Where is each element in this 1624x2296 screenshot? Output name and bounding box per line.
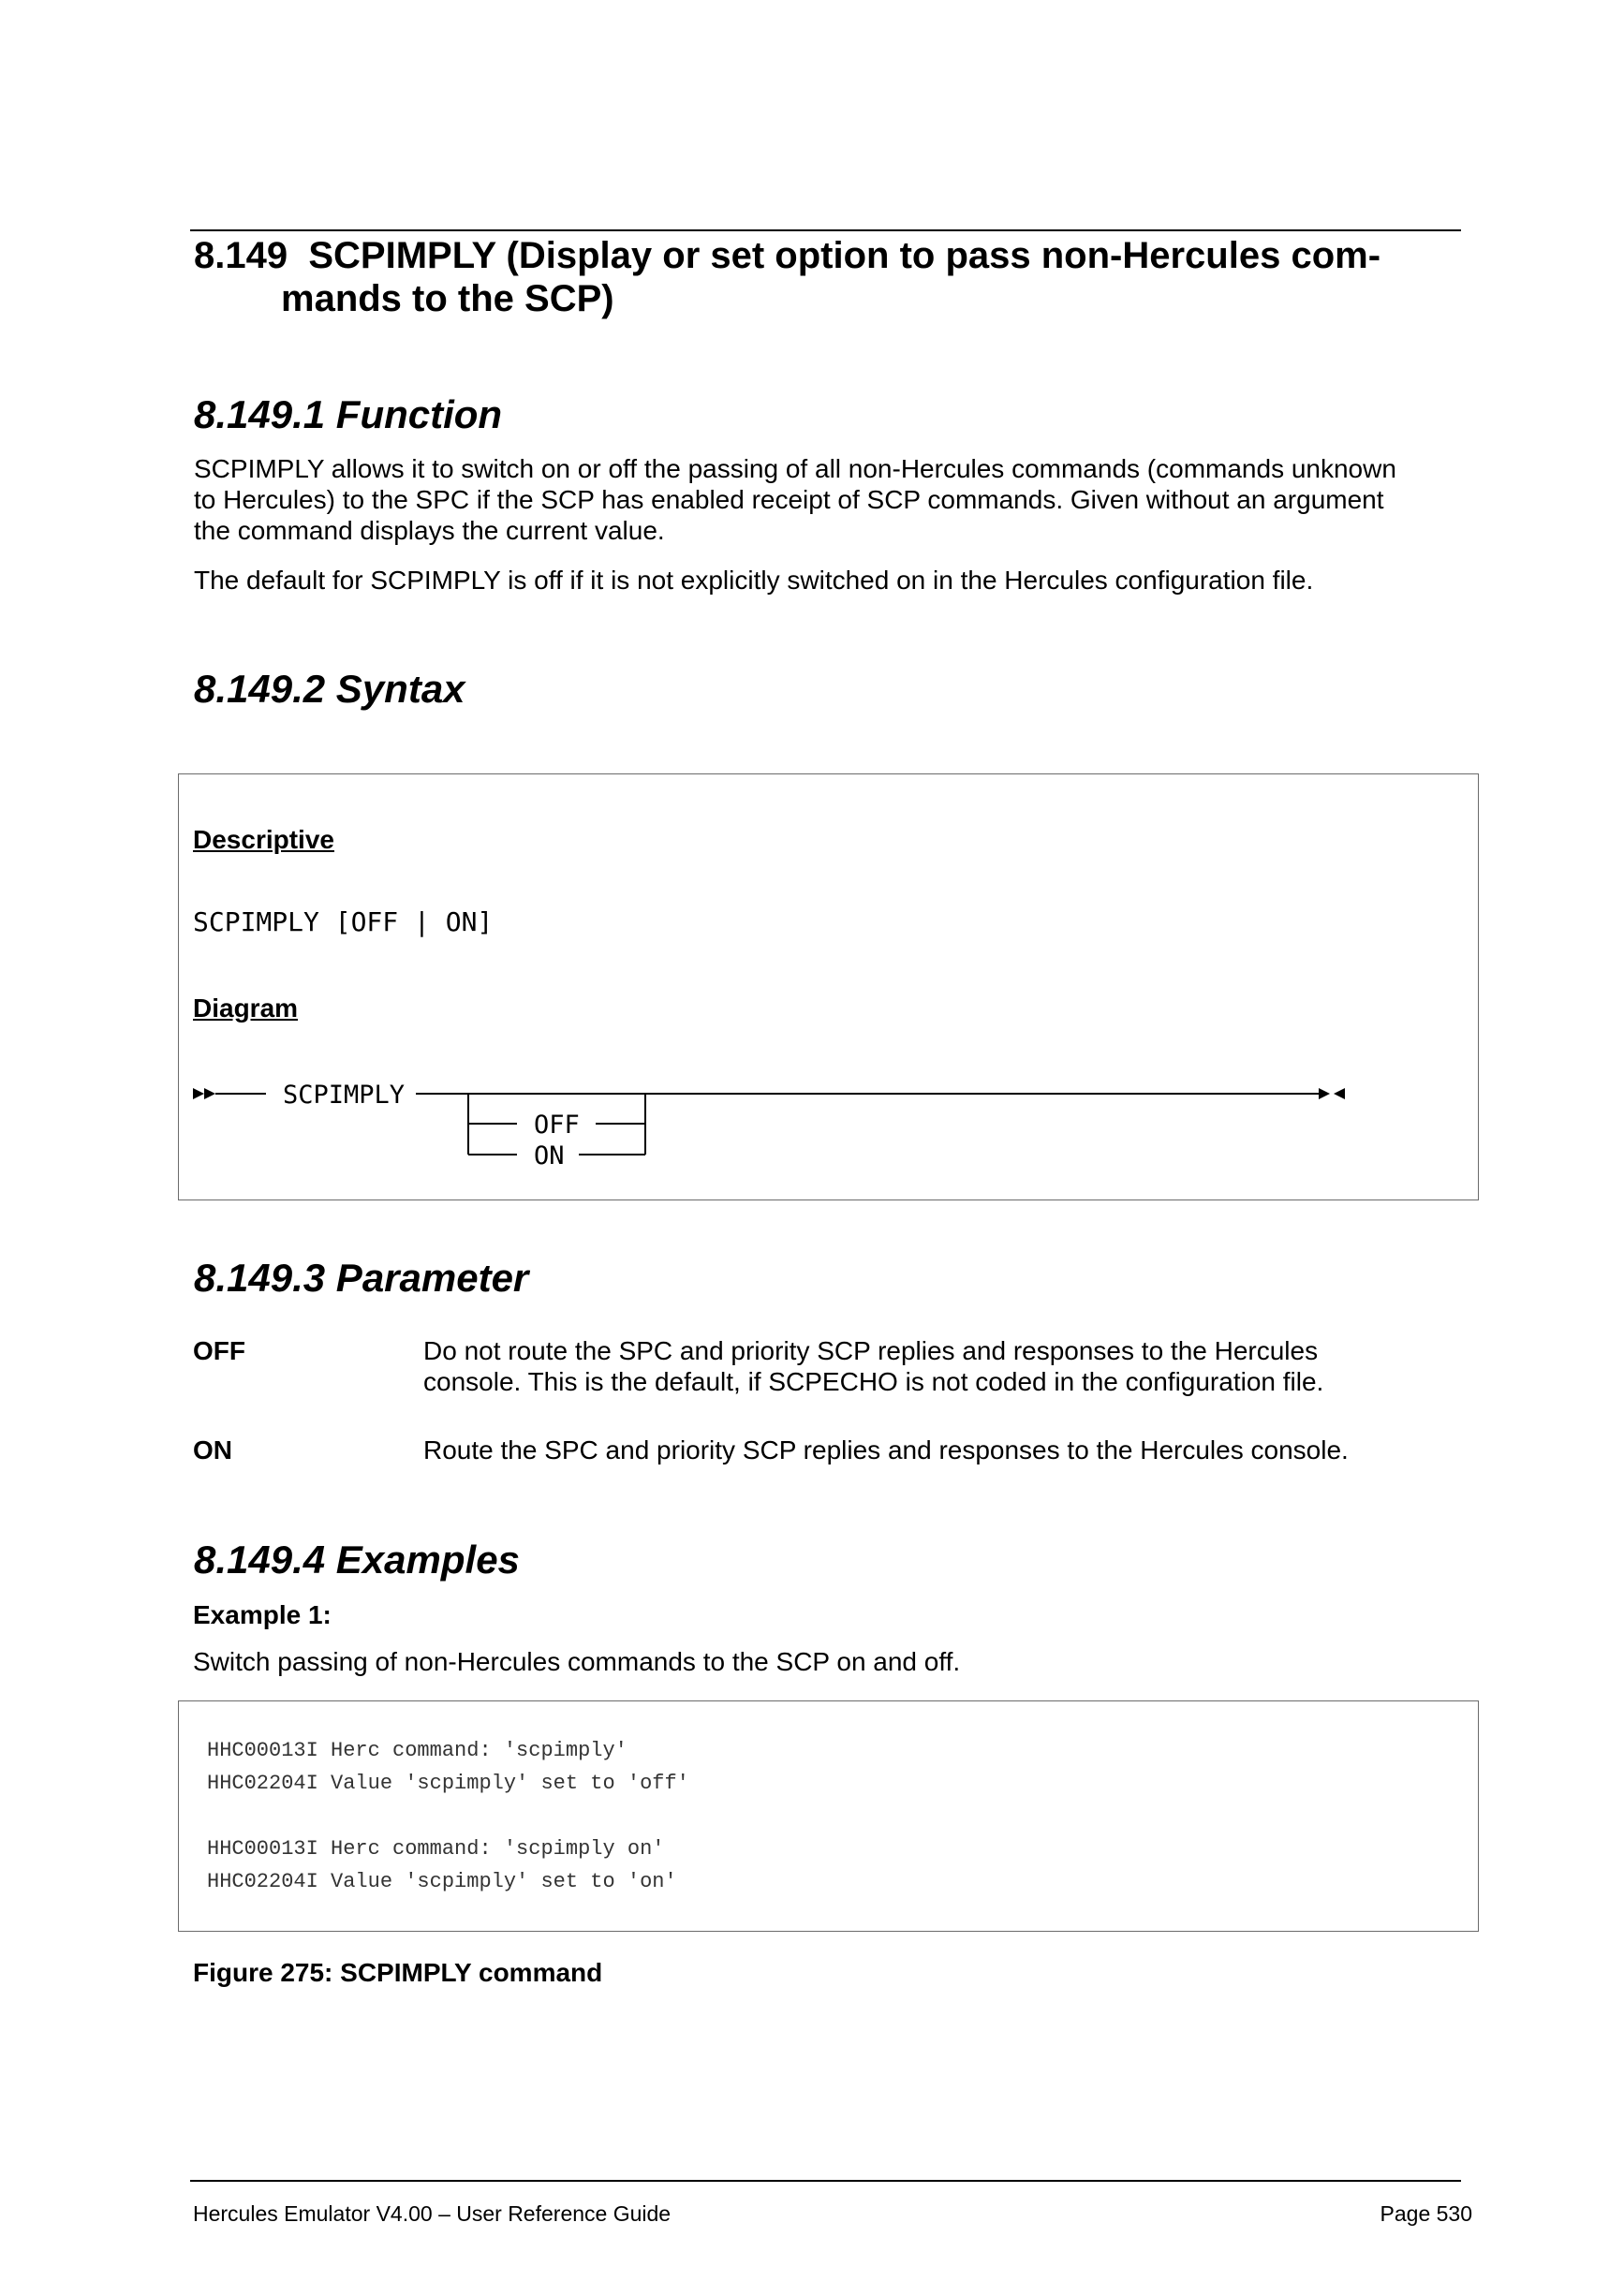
function-heading: 8.149.1 Function <box>194 392 503 436</box>
example-code-block <box>207 1734 689 1898</box>
function-paragraph-1 <box>194 453 1468 546</box>
function-para1-line3: the command displays the current value. <box>194 516 665 545</box>
footer-left: Hercules Emulator V4.00 – User Reference Guide <box>193 2201 672 2226</box>
diagram-end-arrow <box>1319 1088 1330 1099</box>
diagram-option-on: ON <box>534 1141 565 1170</box>
param-off-name: OFF <box>193 1336 245 1365</box>
diagram-label: Diagram <box>193 993 299 1023</box>
function-para1-line2: to Hercules) to the SPC if the SCP has enabled receipt of SCP commands. Given without an argument <box>194 485 1384 514</box>
descriptive-syntax: SCPIMPLY [OFF | ON] <box>193 906 494 937</box>
example-1-description: Switch passing of non-Hercules commands to the SCP on and off. <box>193 1647 961 1676</box>
diagram-option-off: OFF <box>534 1111 580 1140</box>
footer-rule <box>190 2180 1461 2182</box>
diagram-end-stop <box>1334 1088 1345 1099</box>
section-title-line2: mands to the SCP) <box>281 278 614 319</box>
diagram-start-arrow-1 <box>193 1088 204 1099</box>
syntax-diagram <box>187 1067 1367 1170</box>
param-on-name: ON <box>193 1435 232 1464</box>
code-line-3 <box>207 1800 689 1832</box>
code-line-4: HHC00013I Herc command: 'scpimply on' <box>207 1837 665 1861</box>
code-line-2: HHC02204I Value 'scpimply' set to 'off' <box>207 1772 689 1795</box>
param-off-desc <box>423 1335 1463 1397</box>
param-on-desc: Route the SPC and priority SCP replies and responses to the Hercules console. <box>423 1435 1349 1464</box>
param-off-desc-line1: Do not route the SPC and priority SCP replies and responses to the Hercules <box>423 1336 1319 1365</box>
code-line-5: HHC02204I Value 'scpimply' set to 'on' <box>207 1870 677 1893</box>
function-paragraph-2: The default for SCPIMPLY is off if it is not explicitly switched on in the Hercules configuration file. <box>194 566 1314 595</box>
footer-page-number: Page 530 <box>1380 2201 1472 2226</box>
diagram-keyword: SCPIMPLY <box>283 1081 406 1110</box>
section-title-line1: SCPIMPLY (Display or set option to pass non-Hercules com- <box>308 235 1381 276</box>
parameter-heading: 8.149.3 Parameter <box>194 1256 529 1300</box>
code-line-1: HHC00013I Herc command: 'scpimply' <box>207 1739 627 1762</box>
diagram-start-arrow-2 <box>204 1088 215 1099</box>
example-1-label: Example 1: <box>193 1600 332 1629</box>
top-rule <box>190 229 1461 231</box>
descriptive-label: Descriptive <box>193 825 334 854</box>
section-title <box>194 234 1449 320</box>
examples-heading: 8.149.4 Examples <box>194 1538 520 1582</box>
function-para1-line1: SCPIMPLY allows it to switch on or off the passing of all non-Hercules commands (commands unknown <box>194 454 1396 483</box>
syntax-heading: 8.149.2 Syntax <box>194 667 465 711</box>
param-off-desc-line2: console. This is the default, if SCPECHO is not coded in the configuration file. <box>423 1367 1324 1396</box>
section-number: 8.149 <box>194 235 288 276</box>
figure-caption: Figure 275: SCPIMPLY command <box>193 1958 603 1987</box>
